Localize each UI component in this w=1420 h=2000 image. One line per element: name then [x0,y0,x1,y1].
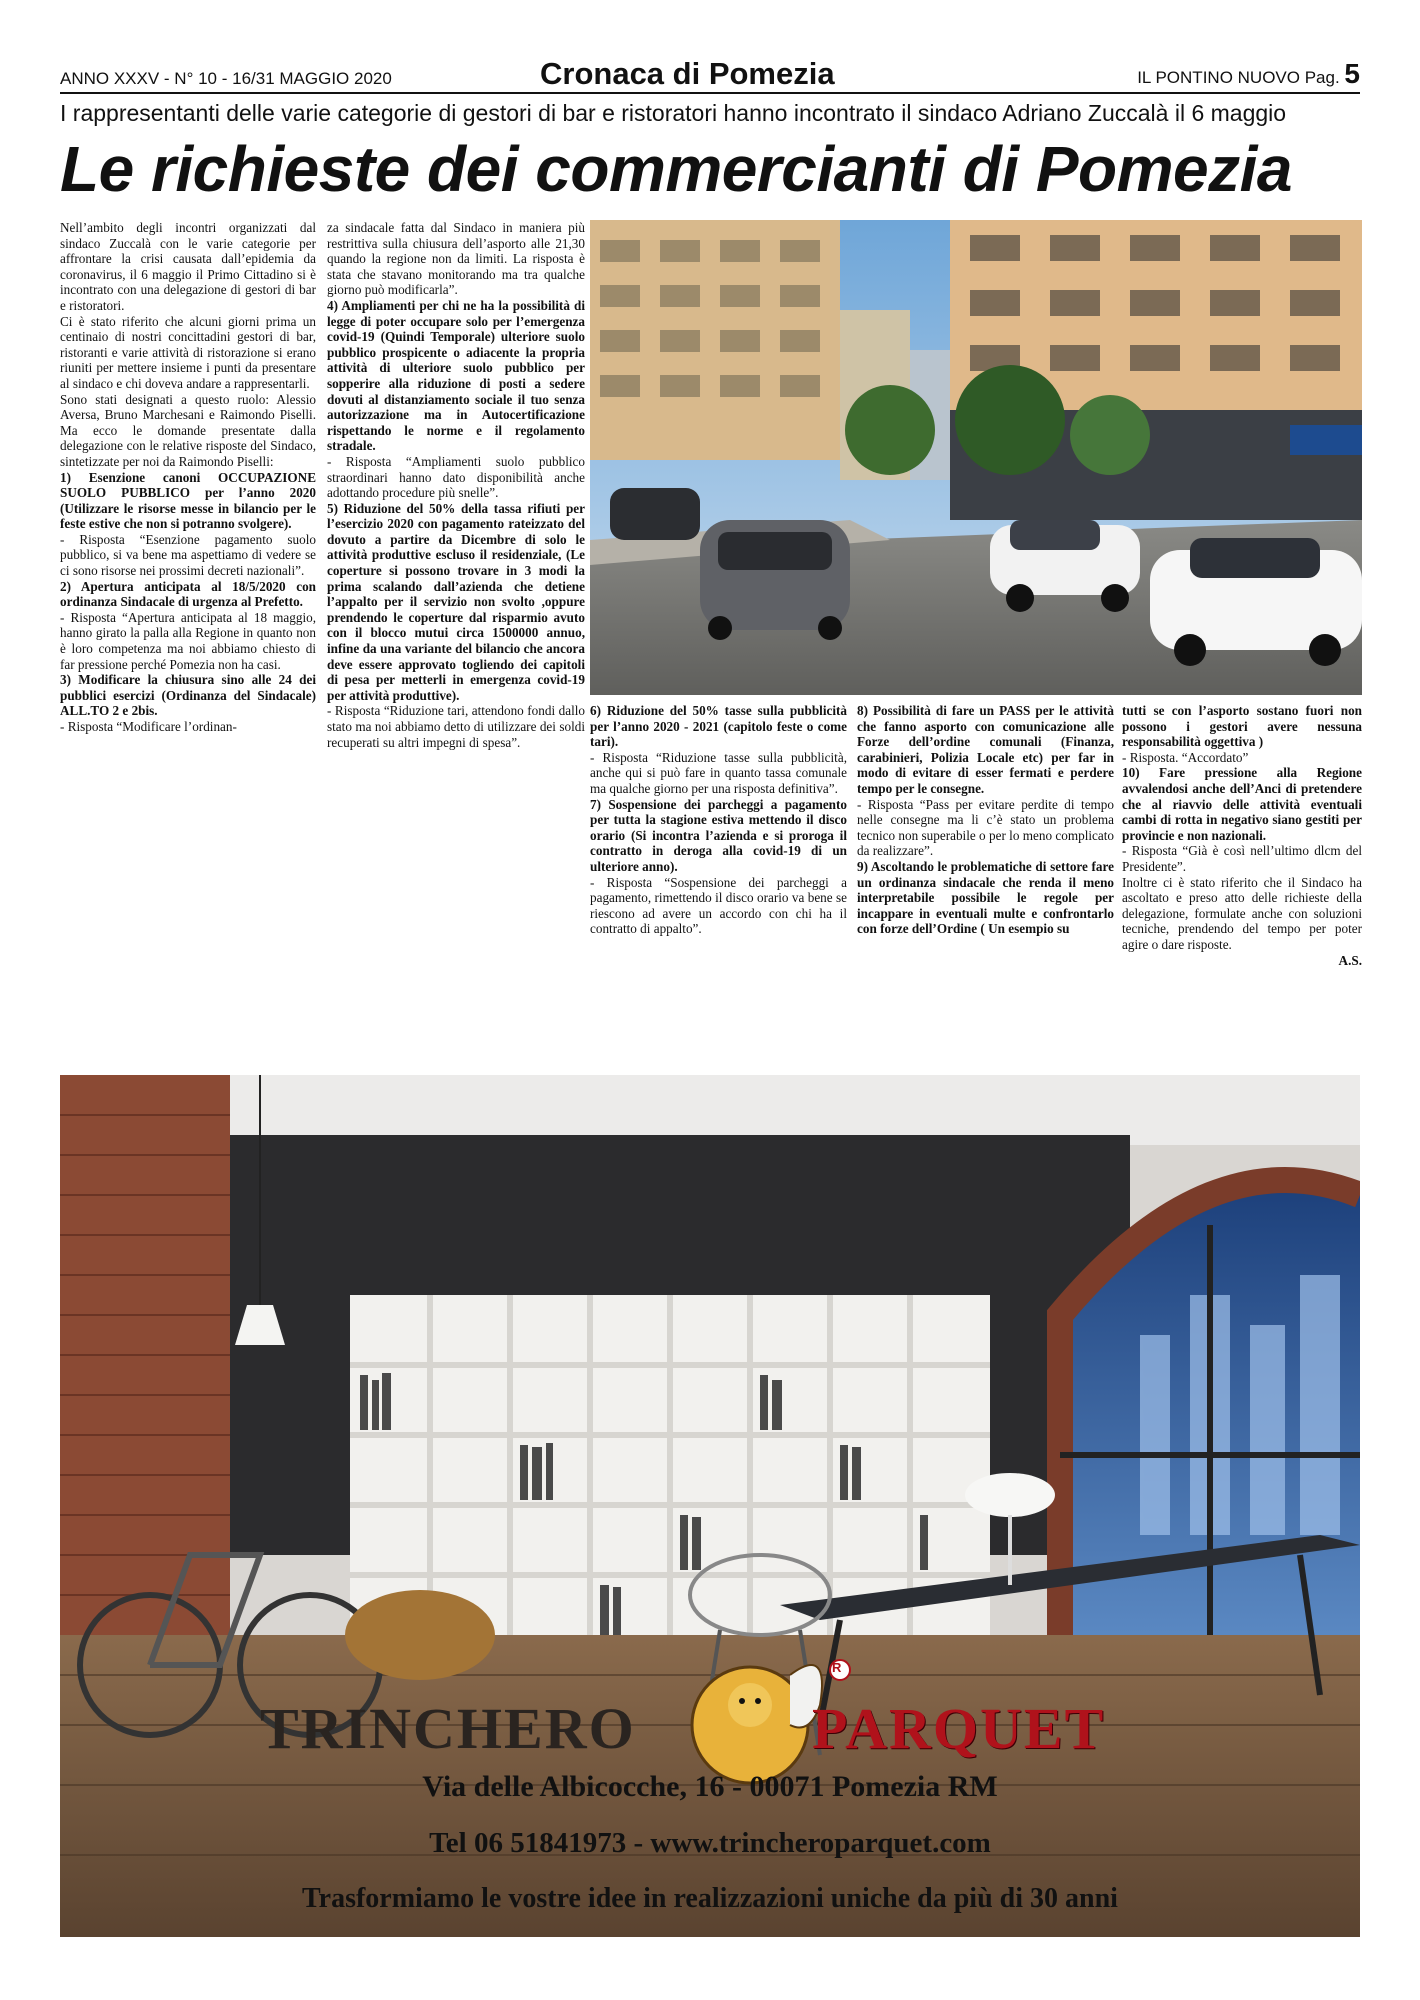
ad-slogan: Trasformiamo le vostre idee in realizzazioni uniche da più di 30 anni [302,1883,1118,1914]
request-7: 7) Sospensione dei parcheggi a pagamento per tutta la stagione estiva mettendo il disco orario (Si incontra l’azienda e si proroga il contratto in deroga alla covid-19 di un ulteriore anno). [590,796,847,874]
library-interior-illustration [60,1075,1360,1937]
paper-name: IL PONTINO NUOVO Pag. [1137,68,1340,87]
article-column-4 [857,703,1114,937]
reply-3-start: - Risposta “Modificare l’ordinan- [60,719,237,734]
brand-name-right: PARQUET [812,1696,1106,1761]
author-signature: A.S. [1338,952,1362,968]
brand-name-left: TRINCHERO [260,1696,636,1761]
ad-contacts: Tel 06 51841973 - www.trincheroparquet.com [429,1827,991,1859]
request-1: 1) Esenzione canoni OCCUPAZIONE SUOLO PUBBLICO per l’anno 2020 (Utilizzare le risorse messe in bilancio per le feste estive che non si potranno svolgere). [60,469,316,532]
request-9-continued: tutti se con l’asporto sostano fuori non possono i gestori avere nessuna responsabilità oggettiva ) [1122,703,1362,750]
reply-6: - Risposta “Riduzione tasse sulla pubblicità, anche qui si può fare in quanto tassa comunale ma qualche giorno per una risposta definitiva”. [590,749,847,796]
request-6: 6) Riduzione del 50% tasse sulla pubblicità per l’anno 2020 - 2021 (capitolo feste o come tari). [590,703,847,750]
request-4: 4) Ampliamenti per chi ne ha la possibilità di legge di poter occupare solo per l’emergenza covid-19 (Quindi Temporale) ulteriore suolo pubblico prospicente o adiacente la propria attività di ulteriore suolo pubblico per sopperire alla riduzione di posti a sedere dovuti al distanziamento sociale il tuo senza autorizzazione ma in Autocertificazione rispettando le norme e il regolamento stradale. [327,297,585,454]
reply-2: - Risposta “Apertura anticipata al 18 maggio, hanno girato la palla alla Regione in quanto non è loro competenza ma noi abbiamo chiesto di far pressione perché Pomezia non ha casi. [60,609,316,672]
article-kicker: I rappresentanti delle varie categorie di gestori di bar e ristoratori hanno incontrato il sindaco Adriano Zuccalà il 6 maggio [60,100,1287,126]
issue-info: ANNO XXXV - N° 10 - 16/31 MAGGIO 2020 [60,69,392,88]
request-3: 3) Modificare la chiusura sino alle 24 dei pubblici esercizi (Ordinanza del Sindacale) ALL.TO 2 e 2bis. [60,672,316,719]
closing-paragraph: Inoltre ci è stato riferito che il Sindaco ha ascoltato e preso atto delle richieste della delegazione, formulate anche con soluzioni tecniche, prendendo del tempo per poter agire o dare risposte. [1122,874,1362,952]
reply-4: - Risposta “Ampliamenti suolo pubblico straordinari hanno dato disponibilità anche adottando procedure più snelle”. [327,453,585,501]
page-header [60,58,1360,94]
page-number: 5 [1344,58,1360,89]
article-column-3 [590,703,847,937]
reply-5: - Risposta “Riduzione tari, attendono fondi dallo stato ma noi abbiamo detto di utilizzare dei soldi recuperati su altri impegni di spesa”. [327,703,585,750]
article-column-5 [1122,703,1362,968]
paragraph-intro-1: Nell’ambito degli incontri organizzati dal sindaco Zuccalà con le varie categorie per affrontare la crisi causata dall’epidemia da coronavirus, il 6 maggio il Primo Cittadino si è incontrato con una delegazione di gestori di bar e ristoratori. [60,220,316,313]
ad-address: Via delle Albicocche, 16 - 00071 Pomezia RM [422,1770,998,1803]
request-2: 2) Apertura anticipata al 18/5/2020 con ordinanza Sindacale di urgenza al Prefetto. [60,578,316,610]
reply-3-continued: za sindacale fatta dal Sindaco in maniera più restrittiva sulla chiusura dell’asporto alle 21,30 quando la regione non da limiti. La risposta è stata che stavano monitorando ma tra qualche giorno può modificarla”. [327,220,585,298]
paragraph-intro-3: Sono stati designati a questo ruolo: Alessio Aversa, Bruno Marchesani e Raimondo Piselli. Ma ecco le domande presentate dalla delegazione con le relative risposte del Sindaco, sintetizzate per noi da Raimondo Piselli: [60,391,316,469]
reply-8: - Risposta “Pass per evitare perdite di tempo nelle consegne ma li c’è stato un problema tecnico non superabile o per lo meno complicato da realizzare”. [857,796,1114,859]
reply-10: - Risposta “Già è così nell’ultimo dlcm del Presidente”. [1122,843,1362,874]
request-10: 10) Fare pressione alla Regione avvalendosi anche dell’Anci di pretendere che al riavvio delle attività eventuali cambi di rotta in negativo siano gestiti per provincie e non nazionali. [1122,765,1362,843]
article-column-2 [327,220,585,750]
article-column-1 [60,220,316,735]
advertisement-trinchero-parquet [60,1075,1360,1937]
paragraph-intro-2: Ci è stato riferito che alcuni giorni prima un centinaio di nostri concittadini gestori di bar, ristoranti e varie attività di ristorazione si erano riuniti per mettere insieme i punti da presentare al sindaco e chi doveva andare a rappresentarli. [60,313,316,391]
reply-1: - Risposta “Esenzione pagamento suolo pubblico, si va bene ma aspettiamo di vedere se ci sono risorse nei prossimi decreti nazionali”. [60,531,316,579]
section-title: Cronaca di Pomezia [540,56,835,91]
street-scene-illustration [590,220,1362,695]
reply-9: - Risposta. “Accordato” [1122,749,1249,765]
street-photo [590,220,1362,695]
request-9-start: 9) Ascoltando le problematiche di settore fare un ordinanza sindacale che renda il meno interpretabile possibile le regole per incappare in eventuali multe e confrontarlo con forze dell’Ordine ( Un esempio su [857,858,1114,937]
request-8: 8) Possibilità di fare un PASS per le attività che fanno asporto con comunicazione alle Forze dell’ordine comunali (Finanza, carabinieri, Polizia Locale etc) per far in modo di evitare di esser fermati e perdere tempo per le consegne. [857,703,1114,796]
page-info [1137,58,1360,90]
article-headline: Le richieste dei commercianti di Pomezia [60,133,1292,205]
request-5: 5) Riduzione del 50% della tassa rifiuti per l’esercizio 2020 con pagamento rateizzato del dovuto a partire da Dicembre di solo le attività produttive escluso il residenziale, (Le coperture si possono trovare in 3 modi la prima scalando dall’azienda che detiene l’appalto per il servizio non svolto ,oppure prendendo le coperture dal risparmio avuto con il blocco mutui circa 1500000 annuo, infine da una variante del bilancio che ancora deve essere approvato togliendo dei capitoli di pesa per metterli in emergenza covid-19 per attività produttive). [327,500,585,703]
registered-mark: R [832,1660,842,1675]
reply-7: - Risposta “Sospensione dei parcheggi a pagamento, rimettendo il disco orario va bene se riescono ad avere un accordo con chi ha il contratto di appalto”. [590,874,847,937]
